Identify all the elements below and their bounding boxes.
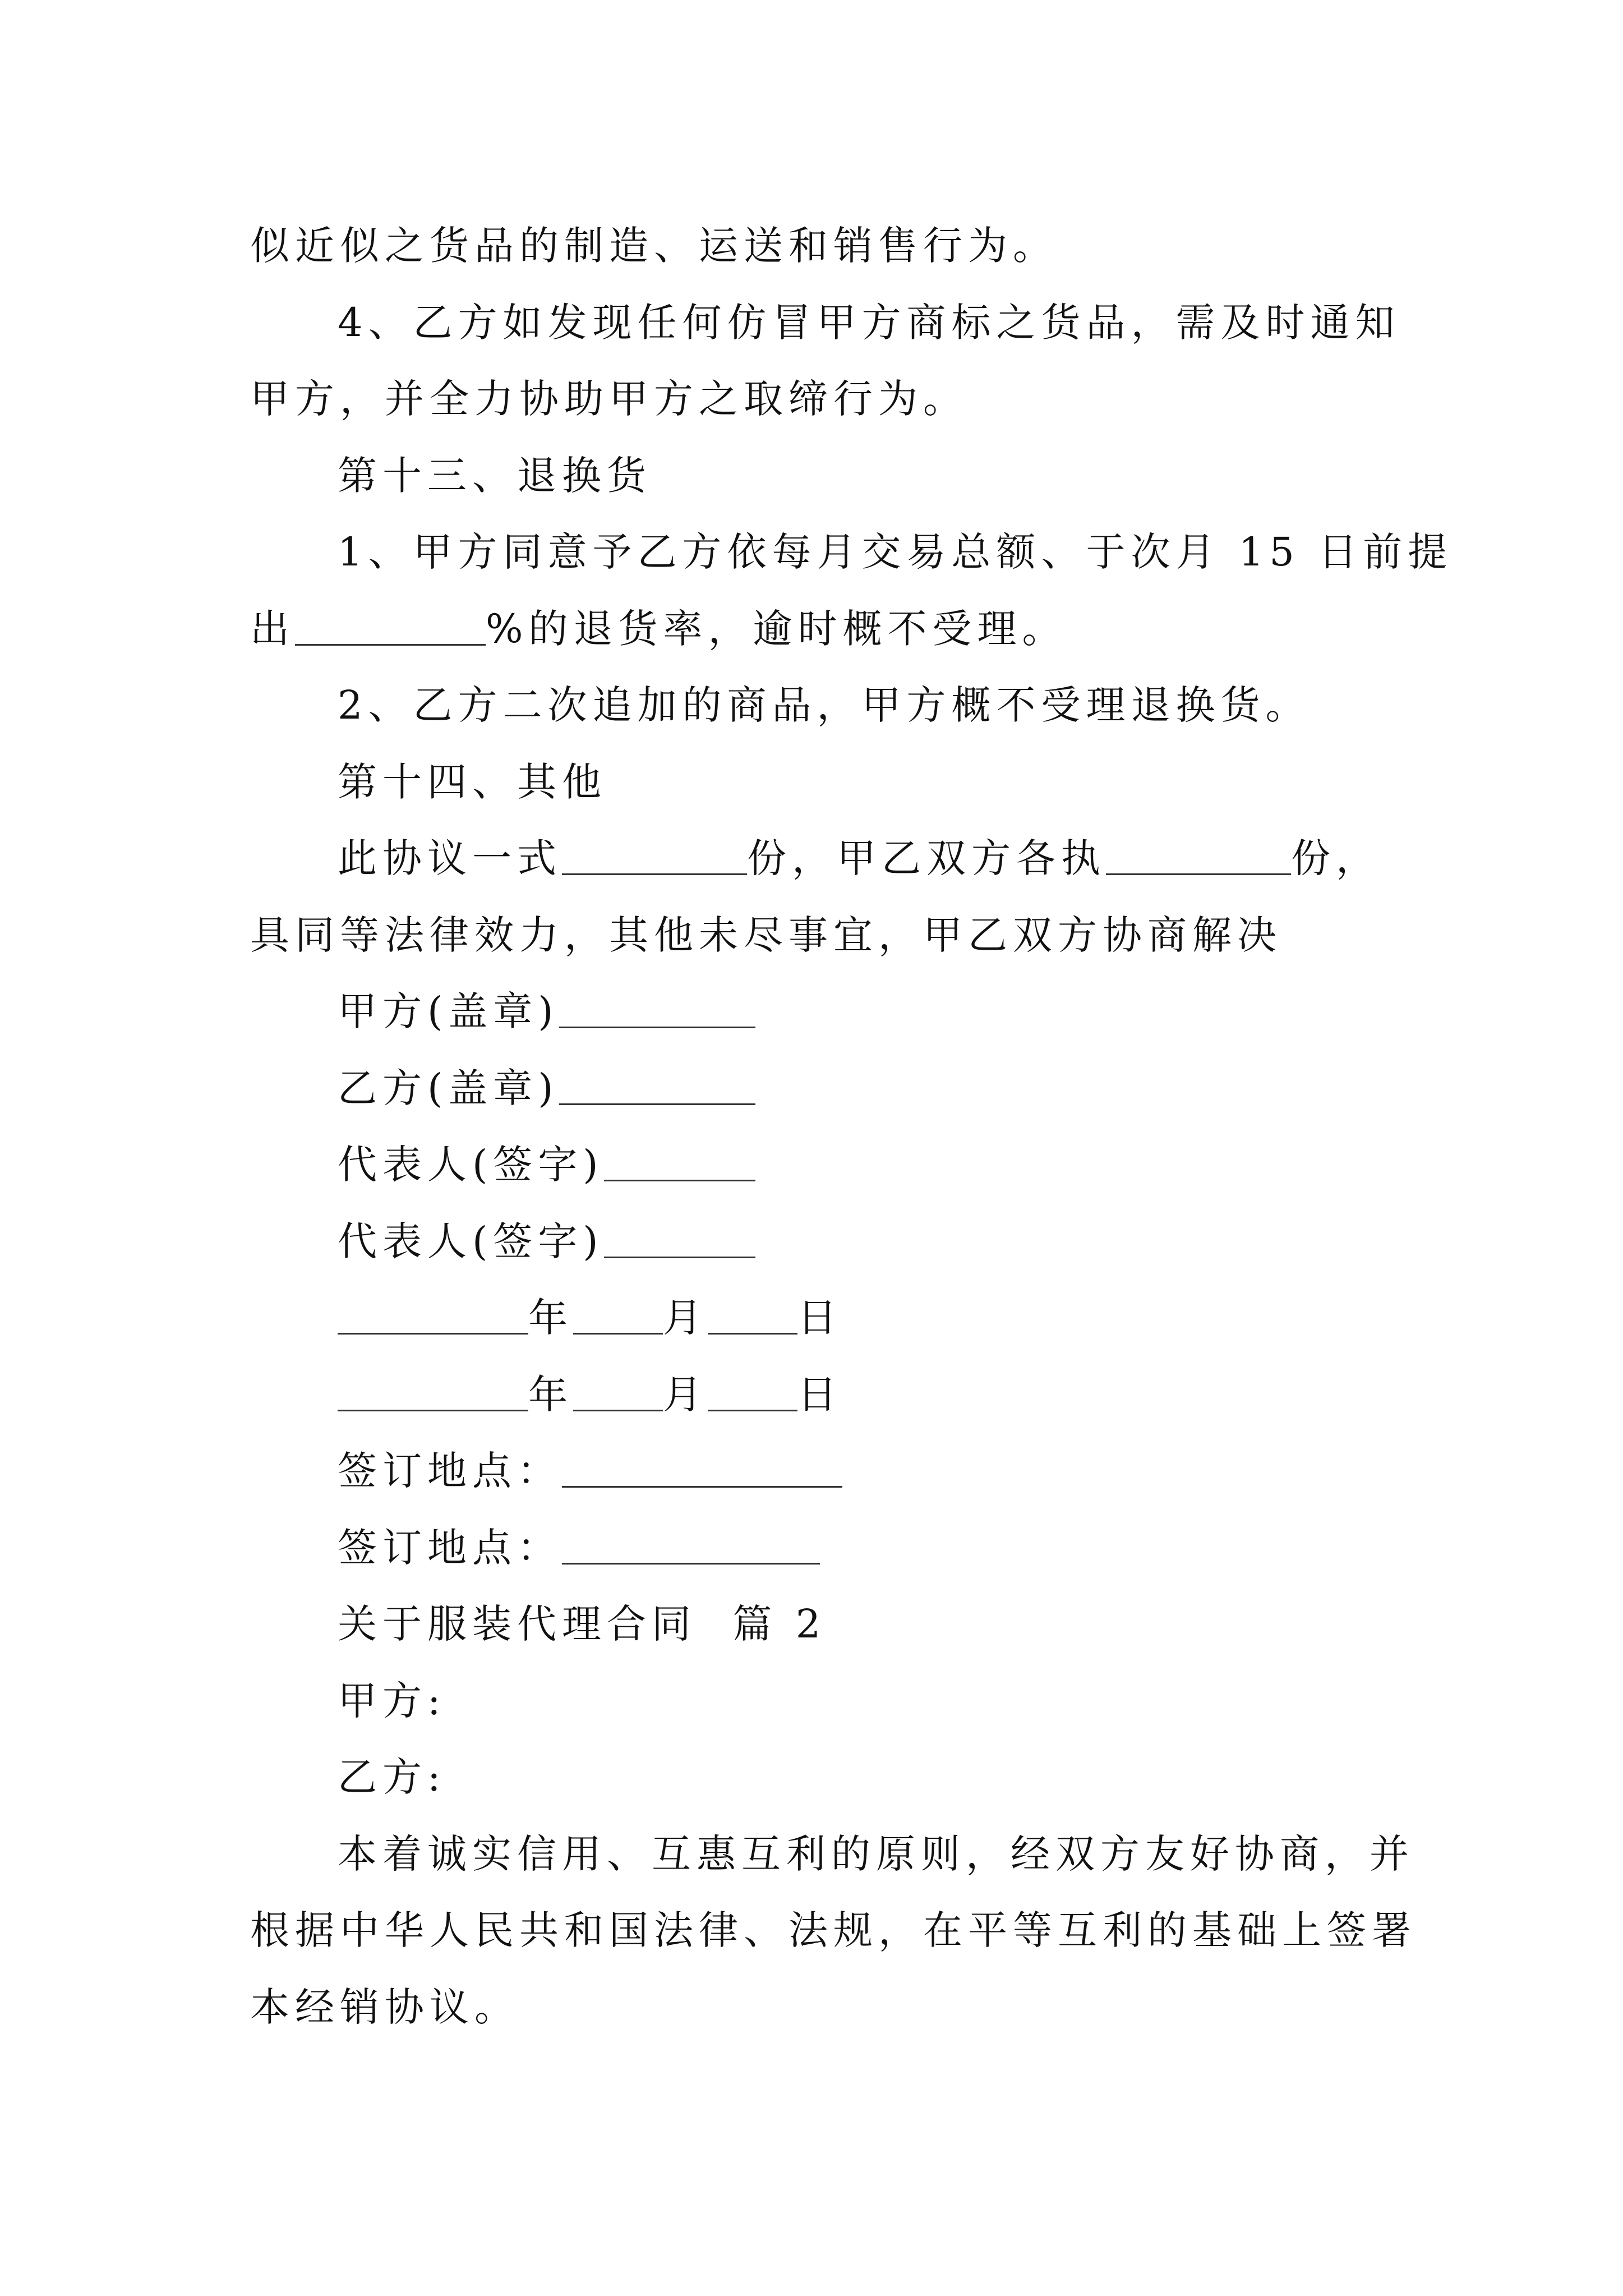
blank-line	[573, 1370, 663, 1411]
para-line: 甲方，并全力协助甲方之取缔行为。	[250, 376, 968, 422]
text-fragment: 份，甲乙双方各执	[747, 835, 1106, 881]
day-label: 日	[797, 1295, 842, 1341]
blank-line	[559, 987, 755, 1028]
signature-line	[250, 1126, 1394, 1203]
place-line	[250, 1433, 1394, 1510]
date-line	[250, 1356, 1394, 1433]
blank-line	[604, 1140, 755, 1181]
blank-line	[604, 1217, 755, 1258]
blank-line	[562, 1447, 842, 1488]
para-line: 4、乙方如发现任何仿冒甲方商标之货品，需及时通知	[338, 299, 1400, 346]
para-line: 似近似之货品的制造、运送和销售行为。	[250, 223, 1058, 269]
place-label: 签订地点：	[338, 1524, 562, 1571]
para-line: 根据中华人民共和国法律、法规，在平等互利的基础上签署	[250, 1907, 1417, 1953]
section-14-title: 第十四、其他	[338, 758, 607, 805]
para-line: 具同等法律效力，其他未尽事宜，甲乙双方协商解决	[250, 912, 1282, 958]
document-body	[250, 208, 1453, 2045]
para-line: 本着诚实信用、互惠互利的原则，经双方友好协商，并	[338, 1830, 1414, 1877]
month-label: 月	[663, 1371, 708, 1418]
party-a-label: 甲方:	[338, 1677, 446, 1724]
blank-line	[559, 1064, 755, 1105]
text-fragment: 份，	[1291, 835, 1381, 881]
text-fragment: 此协议一式	[338, 835, 562, 881]
place-line	[250, 1510, 1394, 1586]
blank-line	[338, 1294, 528, 1335]
text-fragment: %的退货率，逾时概不受理。	[486, 605, 1067, 652]
month-label: 月	[663, 1295, 708, 1341]
blank-line	[562, 1524, 820, 1565]
blank-line	[295, 605, 486, 646]
para-line	[250, 591, 1394, 668]
party-b-label: 乙方:	[338, 1754, 446, 1800]
signature-line	[250, 1203, 1394, 1280]
text-fragment: 出	[250, 605, 295, 652]
blank-line	[708, 1370, 797, 1411]
signature-label: 甲方(盖章)	[338, 988, 559, 1034]
blank-line	[338, 1370, 528, 1411]
signature-label: 代表人(签字)	[338, 1142, 604, 1188]
year-label: 年	[528, 1295, 573, 1341]
blank-line	[708, 1294, 797, 1335]
blank-line	[573, 1294, 663, 1335]
para-line: 2、乙方二次追加的商品，甲方概不受理退换货。	[338, 682, 1311, 728]
para-line: 本经销协议。	[250, 1984, 519, 2030]
year-label: 年	[528, 1371, 573, 1418]
signature-line	[250, 973, 1394, 1050]
signature-line	[250, 1050, 1394, 1127]
section-13-title: 第十三、退换货	[338, 452, 652, 499]
para-line	[250, 820, 1394, 897]
para-line: 1、甲方同意予乙方依每月交易总额、于次月 15 日前提	[338, 529, 1453, 575]
blank-line	[1106, 834, 1291, 875]
signature-label: 乙方(盖章)	[338, 1065, 559, 1111]
date-line	[250, 1280, 1394, 1356]
signature-label: 代表人(签字)	[338, 1218, 604, 1264]
place-label: 签订地点：	[338, 1448, 562, 1494]
day-label: 日	[797, 1371, 842, 1418]
contract-2-title: 关于服装代理合同 篇 2	[338, 1601, 827, 1647]
blank-line	[562, 834, 747, 875]
